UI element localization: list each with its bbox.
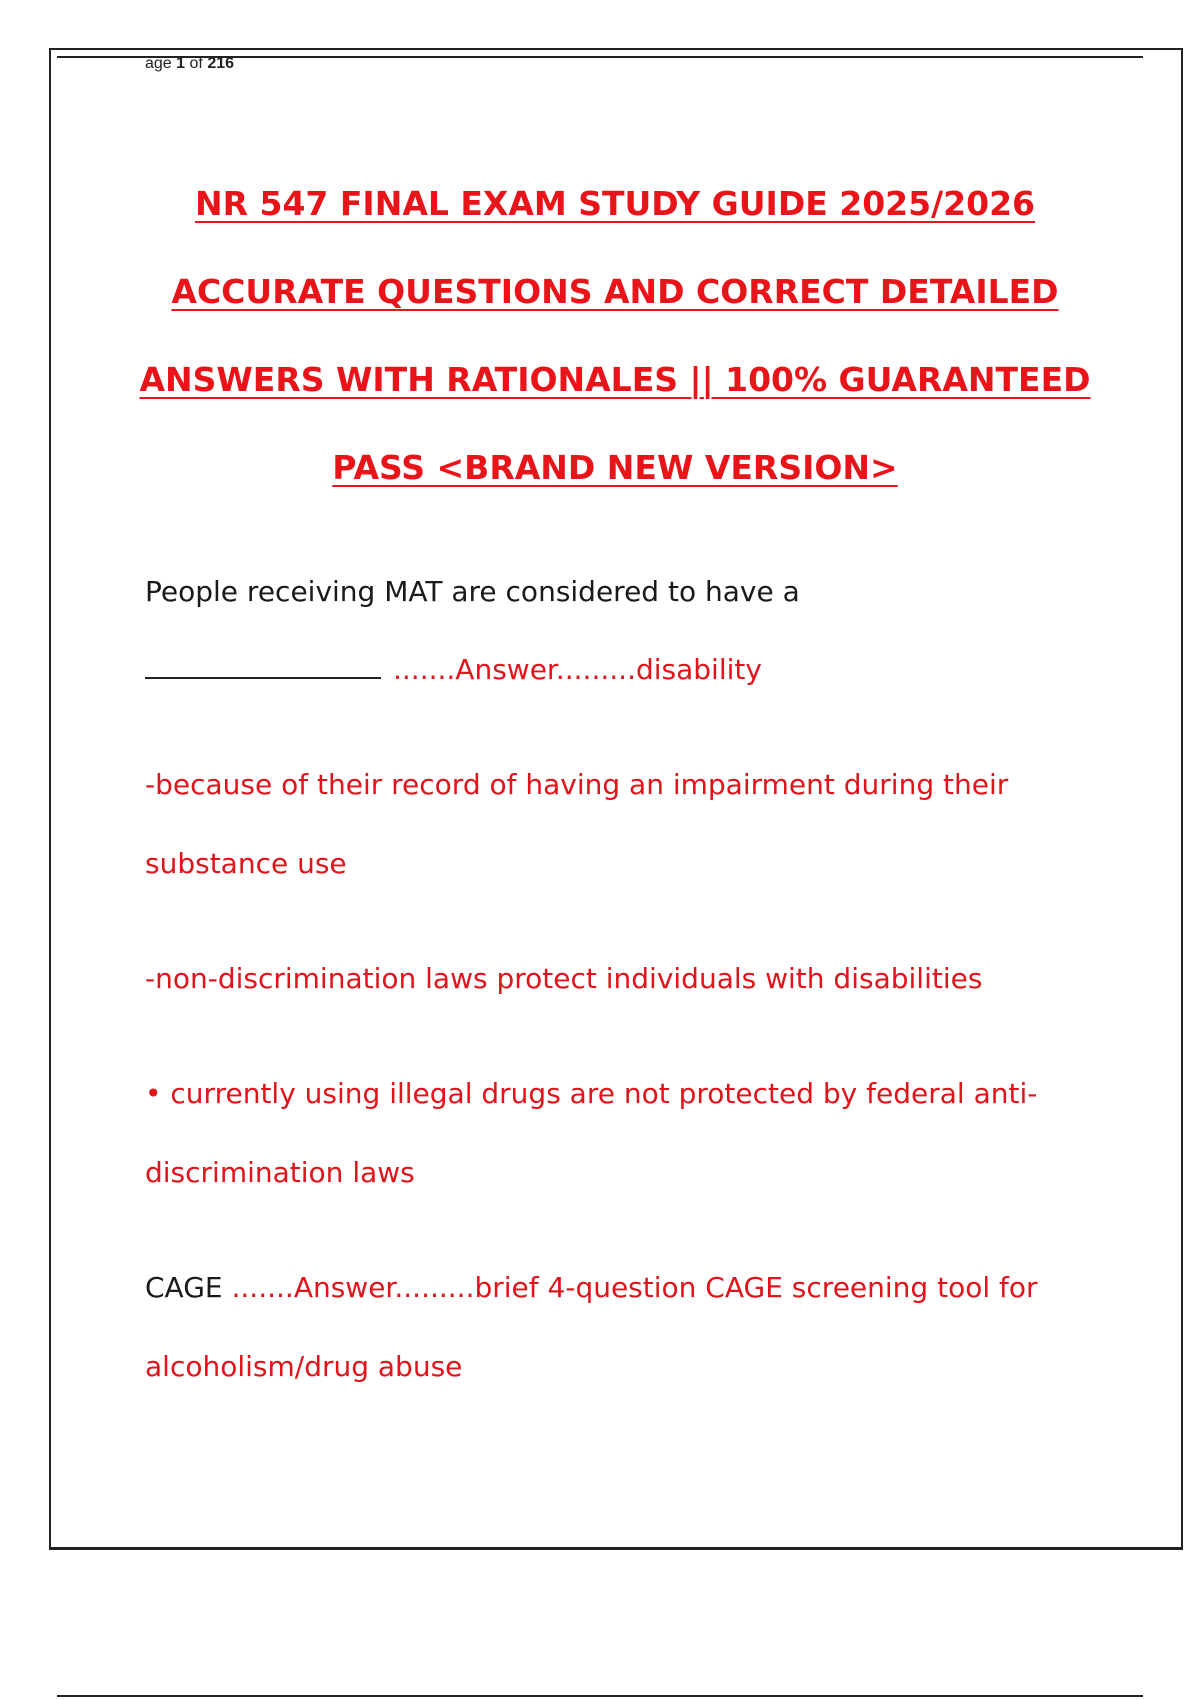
question-1-answer-line xyxy=(145,652,762,688)
title-line-4: PASS <BRAND NEW VERSION> xyxy=(332,448,898,487)
rationale-line-3: -non-discrimination laws protect individuals with disabilities xyxy=(145,962,983,995)
rationale-line-2: substance use xyxy=(145,847,347,880)
rationale-line-1: -because of their record of having an impairment during their xyxy=(145,768,1009,801)
title-line-2: ACCURATE QUESTIONS AND CORRECT DETAILED xyxy=(171,272,1059,311)
fill-in-blank xyxy=(145,655,381,679)
question-2-answer-cont: alcoholism/drug abuse xyxy=(145,1350,463,1383)
rationale-line-4: • currently using illegal drugs are not protected by federal anti- xyxy=(145,1077,1038,1110)
question-1-text: People receiving MAT are considered to have a xyxy=(145,575,800,608)
page-current: 1 xyxy=(176,55,186,72)
page-indicator xyxy=(145,54,234,74)
question-2-term: CAGE xyxy=(145,1271,223,1304)
question-2-answer: .......Answer.........brief 4-question CAGE screening tool for xyxy=(222,1271,1038,1304)
page-prefix: age xyxy=(145,55,172,72)
rationale-line-5: discrimination laws xyxy=(145,1156,415,1189)
footer-rule xyxy=(57,1695,1143,1697)
title-line-1: NR 547 FINAL EXAM STUDY GUIDE 2025/2026 xyxy=(194,184,1036,223)
page-of: of xyxy=(189,55,203,72)
title-line-3: ANSWERS WITH RATIONALES || 100% GUARANTEED xyxy=(139,360,1091,399)
page-total: 216 xyxy=(207,55,235,72)
question-1-answer: .......Answer.........disability xyxy=(393,653,762,686)
question-2-line xyxy=(145,1270,1038,1306)
